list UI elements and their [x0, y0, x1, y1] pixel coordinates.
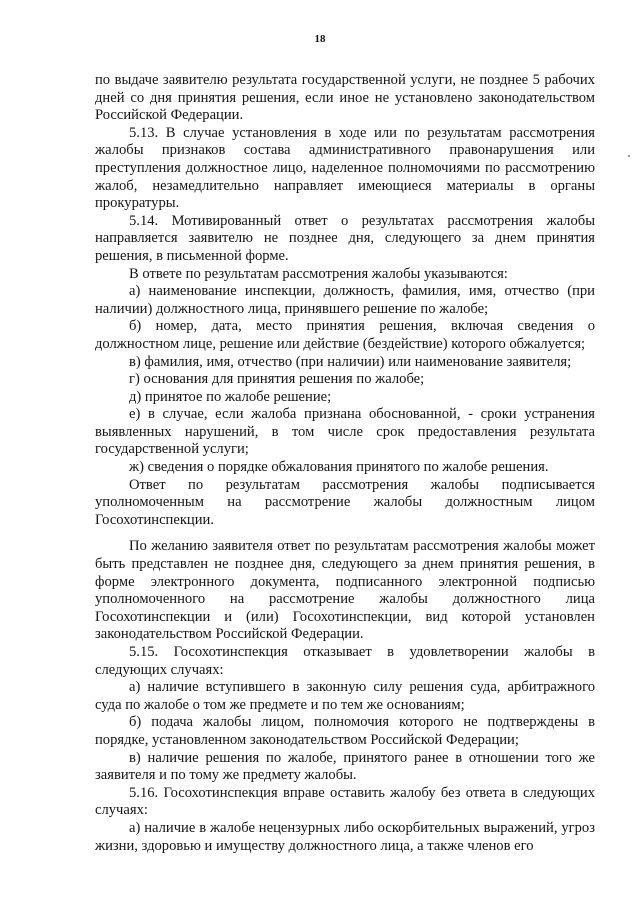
- list-item-zh: ж) сведения о порядке обжалования принятого по жалобе решения.: [129, 459, 549, 476]
- list-item-v: в) фамилия, имя, отчество (при наличии) или наименование заявителя;: [129, 353, 572, 370]
- refusal-item-a: а) наличие вступившего в законную силу решения суда, арбитражного суда по жалобе о том же предмете и по тем же основаниям;: [95, 679, 595, 713]
- paragraph-electronic-answer: По желанию заявителя ответ по результатам рассмотрения жалобы может быть представлен не позднее дня, следующего за днем принятия решения, в форме электронного документа, подписанного электронной подписью уполномоченного на рассмотрение жалобы должностного лица Госохотинспекции и (или) Госохотинспекции, вид которой установлен законодательством Российской Федерации.: [95, 538, 595, 643]
- paragraph-answer-signature: Ответ по результатам рассмотрения жалобы подписывается уполномоченным на рассмотрение жалобы должностным лицом Госохотинспекции.: [95, 476, 595, 528]
- list-item-d: д) принятое по жалобе решение;: [129, 388, 332, 405]
- no-answer-item-a: а) наличие в жалобе нецензурных либо оскорбительных выражений, угроз жизни, здоровью и имуществу должностного лица, а также членов его: [95, 819, 595, 854]
- paragraph-5-15: 5.15. Госохотинспекция отказывает в удовлетворении жалобы в следующих случаях:: [95, 644, 595, 678]
- paragraph-5-16: 5.16. Госохотинспекция вправе оставить жалобу без ответа в следующих случаях:: [95, 784, 595, 819]
- paragraph-5-14: 5.14. Мотивированный ответ о результатах рассмотрения жалобы направляется заявителю не позднее дня, следующего за днем принятия решения, в письменной форме.: [95, 212, 595, 264]
- list-item-g: г) основания для принятия решения по жалобе;: [129, 371, 425, 388]
- list-item-a: а) наименование инспекции, должность, фамилия, имя, отчество (при наличии) должностного лица, принявшего решение по жалобе;: [95, 283, 595, 317]
- scan-speck: [628, 155, 630, 157]
- paragraph-continuation: по выдаче заявителю результата государственной услуги, не позднее 5 рабочих дней со дня принятия решения, если иное не установлено законодательством Российской Федерации.: [95, 72, 595, 124]
- list-item-e: е) в случае, если жалоба признана обоснованной, - сроки устранения выявленных нарушений, в том числе срок предоставления результата государственной услуги;: [95, 406, 595, 458]
- document-body: [95, 72, 595, 855]
- list-item-b: б) номер, дата, место принятия решения, включая сведения о должностном лице, решение или действие (бездействие) которого обжалуется;: [95, 318, 595, 352]
- paragraph-answer-contents-intro: В ответе по результатам рассмотрения жалобы указываются:: [129, 265, 508, 282]
- refusal-item-b: б) подача жалобы лицом, полномочия которого не подтверждены в порядке, установленном законодательством Российской Федерации;: [95, 714, 595, 748]
- paragraph-5-13: 5.13. В случае установления в ходе или по результатам рассмотрения жалобы признаков состава административного правонарушения или преступления должностное лицо, наделенное полномочиями по рассмотрению жалоб, незамедлительно направляет имеющиеся материалы в органы прокуратуры.: [95, 124, 595, 212]
- page-number: 18: [314, 33, 326, 45]
- refusal-item-v: в) наличие решения по жалобе, принятого ранее в отношении того же заявителя и по тому же предмету жалобы.: [95, 749, 595, 784]
